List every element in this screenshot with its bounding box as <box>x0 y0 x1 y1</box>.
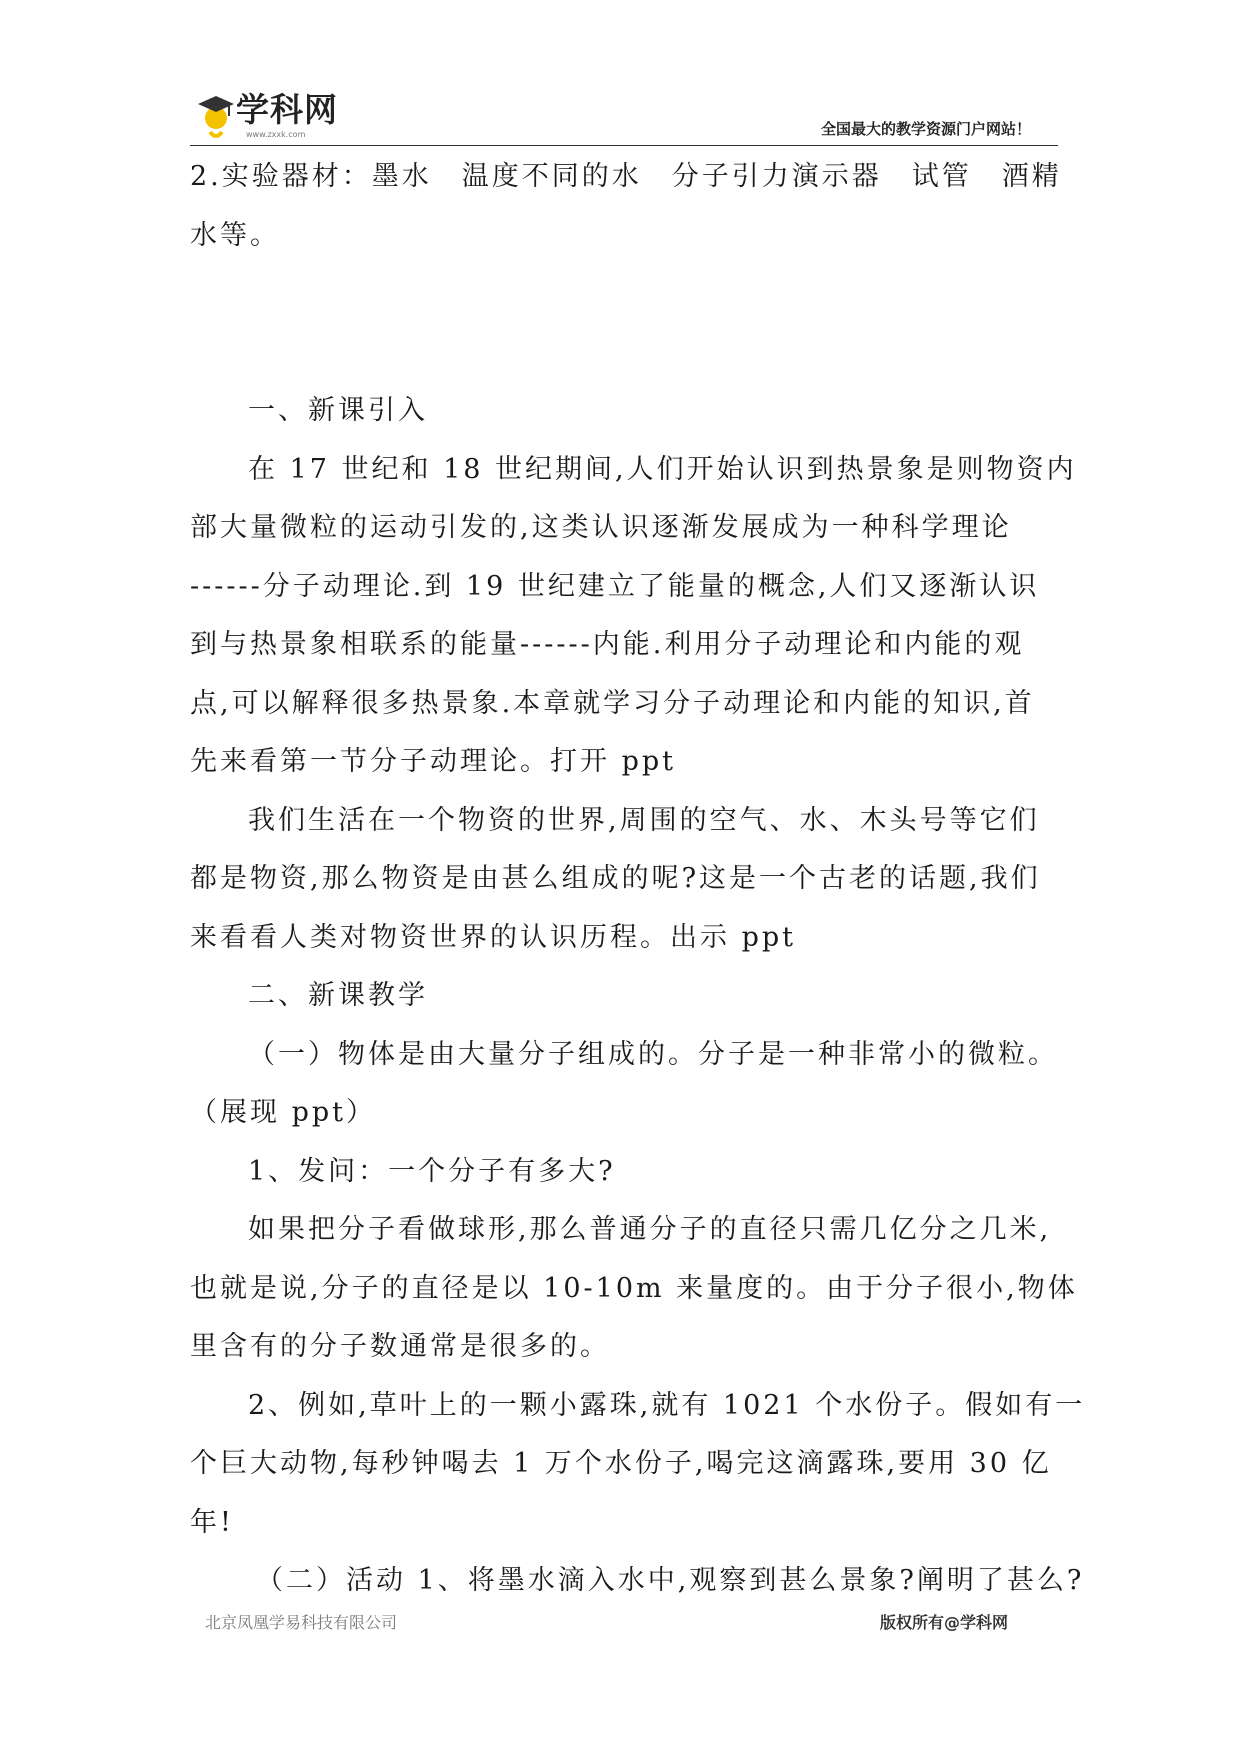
text-line: 也就是说,分子的直径是以 10-10m 来量度的。由于分子很小,物体 <box>190 1272 1078 1304</box>
text-line: 年! <box>190 1506 234 1538</box>
text-line: 如果把分子看做球形,那么普通分子的直径只需几亿分之几米, <box>248 1214 1052 1245</box>
text-line: 2.实验器材：墨水 温度不同的水 分子引力演示器 试管 酒精 <box>190 161 1062 192</box>
header-divider <box>190 145 1058 146</box>
text-line: 部大量微粒的运动引发的,这类认识逐渐发展成为一种科学理论 <box>190 512 1012 543</box>
text-line: 来看看人类对物资世界的认识历程。出示 ppt <box>190 921 796 953</box>
text-line: 点,可以解释很多热景象.本章就学习分子动理论和内能的知识,首 <box>190 687 1035 719</box>
footer-copyright: 版权所有@学科网 <box>880 1613 1009 1632</box>
document-body <box>190 148 1086 1611</box>
header-slogan: 全国最大的教学资源门户网站！ <box>820 120 1031 138</box>
blank-gap <box>190 265 1070 382</box>
page-header <box>0 0 1241 150</box>
text-line: 里含有的分子数通常是很多的。 <box>190 1331 610 1362</box>
text-line: （展现 ppt） <box>190 1097 376 1128</box>
logo-url: www.zxxk.com <box>246 130 306 139</box>
text-line: 在 17 世纪和 18 世纪期间,人们开始认识到热景象是则物资内 <box>248 453 1077 485</box>
footer-company: 北京凤凰学易科技有限公司 <box>205 1613 398 1632</box>
text-line: 都是物资,那么物资是由甚么组成的呢?这是一个古老的话题,我们 <box>190 863 1041 894</box>
section-heading: 二、新课教学 <box>248 980 428 1011</box>
text-line: 水等。 <box>190 219 280 251</box>
text-line: ------分子动理论.到 19 世纪建立了能量的概念,人们又逐渐认识 <box>190 570 1040 602</box>
subsection-heading: （二）活动 1、将墨水滴入水中,观察到甚么景象?阐明了甚么? <box>256 1565 1085 1596</box>
xuekewang-logo <box>196 84 346 146</box>
subsection-heading: （一）物体是由大量分子组成的。分子是一种非常小的微粒。 <box>248 1038 1058 1070</box>
text-line: 先来看第一节分子动理论。打开 ppt <box>190 746 676 777</box>
text-line: 到与热景象相联系的能量------内能.利用分子动理论和内能的观 <box>190 629 1025 660</box>
section-heading: 一、新课引入 <box>248 395 428 426</box>
graduate-cap-logo-icon <box>196 90 236 140</box>
text-line: 我们生活在一个物资的世界,周围的空气、水、木头号等它们 <box>248 804 1040 836</box>
logo-text: 学科网 <box>236 90 338 129</box>
text-line: 1、发问：一个分子有多大? <box>248 1155 616 1187</box>
text-line: 2、例如,草叶上的一颗小露珠,就有 1021 个水份子。假如有一 <box>248 1389 1086 1421</box>
text-line: 个巨大动物,每秒钟喝去 1 万个水份子,喝完这滴露珠,要用 30 亿 <box>190 1448 1052 1479</box>
